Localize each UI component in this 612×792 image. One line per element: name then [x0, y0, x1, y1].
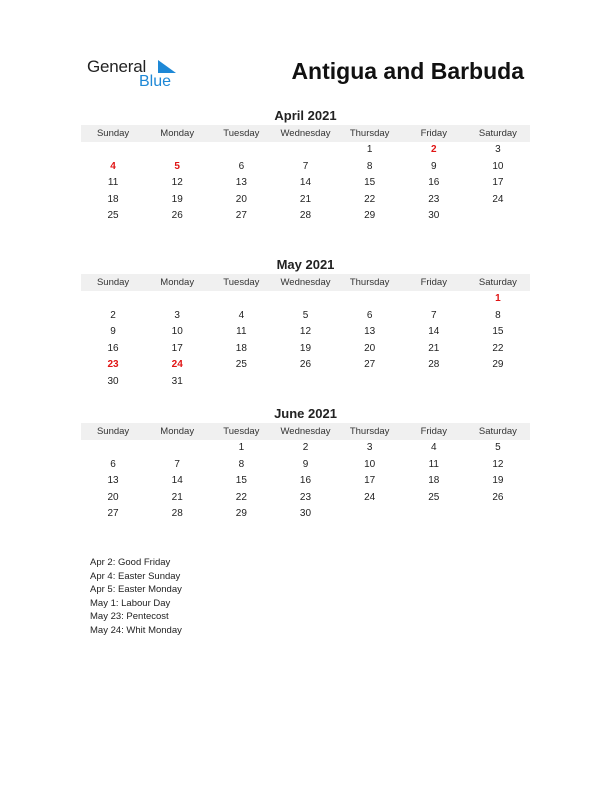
weekday-label: Saturday	[478, 426, 517, 437]
weekday-label: Wednesday	[280, 128, 331, 139]
day-cell: 17	[171, 342, 183, 354]
day-cell: 28	[428, 359, 440, 370]
day-cell	[402, 506, 466, 523]
day-cell	[209, 291, 273, 308]
month-title: June 2021	[274, 406, 337, 421]
day-cell: 17	[364, 475, 376, 486]
weekday-label: Tuesday	[223, 277, 260, 288]
day-cell	[145, 142, 209, 159]
day-cell: 2	[110, 309, 116, 321]
day-cell	[402, 291, 466, 308]
day-cell: 29	[364, 210, 376, 221]
weekday-label: Sunday	[96, 426, 130, 437]
day-cell: 25	[107, 210, 119, 221]
weekday-label: Sunday	[96, 128, 130, 139]
weekday-header	[81, 274, 530, 291]
day-cell: 30	[107, 375, 119, 387]
day-cell: 27	[107, 508, 119, 519]
day-cell: 9	[302, 458, 309, 470]
weekday-label: Monday	[160, 277, 195, 288]
day-cell: 19	[492, 475, 504, 486]
day-cell	[145, 440, 209, 457]
weekday-label: Thursday	[349, 426, 390, 437]
week-row	[81, 374, 530, 391]
weekday-label: Friday	[420, 277, 447, 288]
day-cell: 6	[238, 160, 245, 172]
day-cell	[466, 208, 530, 225]
day-cell	[338, 374, 402, 391]
day-cell	[466, 374, 530, 391]
day-cell: 4	[430, 442, 437, 453]
day-cell: 15	[364, 177, 376, 188]
day-cell: 25	[235, 359, 247, 370]
day-cell: 18	[107, 193, 119, 205]
day-cell: 12	[171, 177, 183, 188]
week-row	[81, 440, 530, 457]
day-cell: 22	[235, 491, 247, 503]
holiday-day-cell: 1	[495, 293, 501, 304]
day-cell: 10	[492, 160, 504, 172]
day-cell	[466, 506, 530, 523]
day-cell: 19	[171, 193, 183, 205]
day-cell: 3	[366, 442, 373, 453]
holiday-day-cell: 24	[171, 359, 183, 370]
day-cell: 5	[495, 442, 501, 453]
day-cell: 8	[495, 309, 501, 321]
holiday-day-cell: 4	[110, 160, 116, 172]
day-cell: 29	[235, 508, 247, 519]
holiday-entry: Apr 4: Easter Sunday	[90, 570, 181, 582]
day-cell: 13	[107, 475, 119, 486]
day-cell: 3	[495, 144, 501, 155]
day-cell: 24	[492, 193, 504, 205]
day-cell: 28	[171, 508, 183, 519]
month-april-2021	[81, 107, 530, 225]
day-cell: 18	[428, 475, 440, 486]
day-cell: 30	[428, 210, 440, 221]
generalblue-logo	[87, 57, 187, 93]
day-cell: 1	[366, 144, 373, 155]
day-cell: 8	[366, 160, 373, 172]
weekday-label: Wednesday	[280, 277, 331, 288]
logo-triangle-icon	[158, 60, 176, 73]
week-row	[81, 159, 530, 176]
day-cell: 13	[364, 326, 376, 337]
month-title: April 2021	[274, 108, 337, 123]
weekday-label: Thursday	[349, 128, 390, 139]
day-cell: 9	[110, 326, 116, 337]
day-cell: 30	[299, 508, 312, 519]
day-cell: 20	[364, 342, 376, 354]
day-cell: 27	[235, 210, 247, 221]
week-row	[81, 490, 530, 507]
day-cell	[338, 291, 402, 308]
day-cell: 31	[171, 375, 183, 387]
weekday-label: Saturday	[478, 277, 517, 288]
day-cell: 26	[171, 210, 183, 221]
week-row	[81, 473, 530, 490]
day-cell: 28	[299, 210, 312, 221]
week-row	[81, 357, 530, 374]
weekday-header	[81, 423, 530, 440]
weekday-label: Sunday	[96, 277, 130, 288]
weekday-label: Friday	[420, 426, 447, 437]
weekday-label: Tuesday	[223, 426, 260, 437]
day-cell: 10	[364, 458, 376, 470]
day-cell: 12	[492, 458, 504, 470]
logo-text-general: General	[87, 57, 147, 76]
day-cell: 12	[299, 326, 312, 337]
week-row	[81, 457, 530, 474]
day-cell: 24	[364, 491, 376, 503]
weekday-header	[81, 125, 530, 142]
day-cell	[145, 291, 209, 308]
holiday-day-cell: 5	[174, 160, 180, 172]
day-cell	[81, 291, 145, 308]
day-cell: 23	[428, 193, 440, 205]
day-cell: 11	[236, 326, 247, 337]
day-cell: 3	[174, 309, 180, 321]
holiday-list	[90, 556, 182, 638]
month-may-2021	[81, 256, 530, 390]
day-cell: 13	[235, 177, 247, 188]
holiday-entry: May 23: Pentecost	[90, 611, 169, 623]
day-cell: 23	[299, 491, 312, 503]
day-cell: 22	[364, 193, 376, 205]
day-cell	[273, 142, 337, 159]
weekday-label: Thursday	[349, 277, 390, 288]
day-cell	[273, 374, 337, 391]
day-cell: 16	[299, 475, 312, 486]
day-cell: 1	[238, 442, 245, 453]
day-cell: 16	[107, 342, 119, 354]
day-cell: 22	[492, 342, 504, 354]
day-cell: 17	[492, 177, 504, 188]
holiday-entry: Apr 5: Easter Monday	[90, 584, 182, 596]
day-cell: 26	[299, 359, 312, 370]
day-cell: 20	[235, 193, 247, 205]
week-row	[81, 341, 530, 358]
day-cell: 21	[299, 193, 312, 205]
day-cell: 5	[302, 309, 309, 321]
week-row	[81, 308, 530, 325]
country-title: Antigua and Barbuda	[291, 58, 524, 84]
week-row	[81, 142, 530, 159]
day-cell: 18	[235, 342, 247, 354]
weekday-label: Friday	[420, 128, 447, 139]
day-cell: 16	[428, 177, 440, 188]
day-cell	[338, 506, 402, 523]
week-row	[81, 291, 530, 308]
week-row	[81, 324, 530, 341]
week-row	[81, 192, 530, 209]
day-cell: 11	[428, 458, 439, 470]
day-cell	[209, 142, 273, 159]
day-cell: 7	[174, 458, 180, 470]
day-cell: 21	[171, 491, 183, 503]
day-cell: 14	[299, 177, 312, 188]
weekday-label: Monday	[160, 128, 195, 139]
day-cell: 15	[492, 326, 504, 337]
day-cell	[81, 142, 145, 159]
day-cell: 15	[235, 475, 247, 486]
week-row	[81, 208, 530, 225]
weekday-label: Monday	[160, 426, 195, 437]
holiday-entry: May 24: Whit Monday	[90, 624, 182, 636]
day-cell: 6	[110, 458, 116, 470]
day-cell: 29	[492, 359, 504, 370]
day-cell: 20	[107, 491, 119, 503]
day-cell: 25	[428, 491, 440, 503]
week-row	[81, 175, 530, 192]
day-cell: 11	[107, 177, 119, 188]
day-cell: 6	[366, 309, 373, 321]
day-cell	[81, 440, 145, 457]
day-cell: 26	[492, 491, 504, 503]
day-cell: 27	[364, 359, 376, 370]
logo-text-blue: Blue	[139, 73, 172, 90]
holiday-day-cell: 23	[107, 359, 119, 370]
holiday-entry: May 1: Labour Day	[90, 597, 171, 609]
week-row	[81, 506, 530, 523]
day-cell: 9	[430, 160, 437, 172]
day-cell: 21	[428, 342, 440, 354]
day-cell	[209, 374, 273, 391]
day-cell: 7	[430, 309, 437, 321]
month-title: May 2021	[276, 257, 335, 272]
day-cell	[273, 291, 337, 308]
day-cell	[402, 374, 466, 391]
day-cell: 10	[171, 326, 183, 337]
day-cell: 7	[302, 160, 309, 172]
weekday-label: Wednesday	[280, 426, 331, 437]
day-cell: 19	[299, 342, 312, 354]
holiday-day-cell: 2	[430, 144, 437, 155]
month-june-2021	[81, 405, 530, 523]
weekday-label: Tuesday	[223, 128, 260, 139]
day-cell: 14	[428, 326, 440, 337]
day-cell: 14	[171, 475, 183, 486]
day-cell: 8	[238, 458, 245, 470]
weekday-label: Saturday	[478, 128, 517, 139]
day-cell: 4	[238, 309, 245, 321]
holiday-entry: Apr 2: Good Friday	[90, 557, 171, 568]
day-cell: 2	[302, 442, 309, 453]
